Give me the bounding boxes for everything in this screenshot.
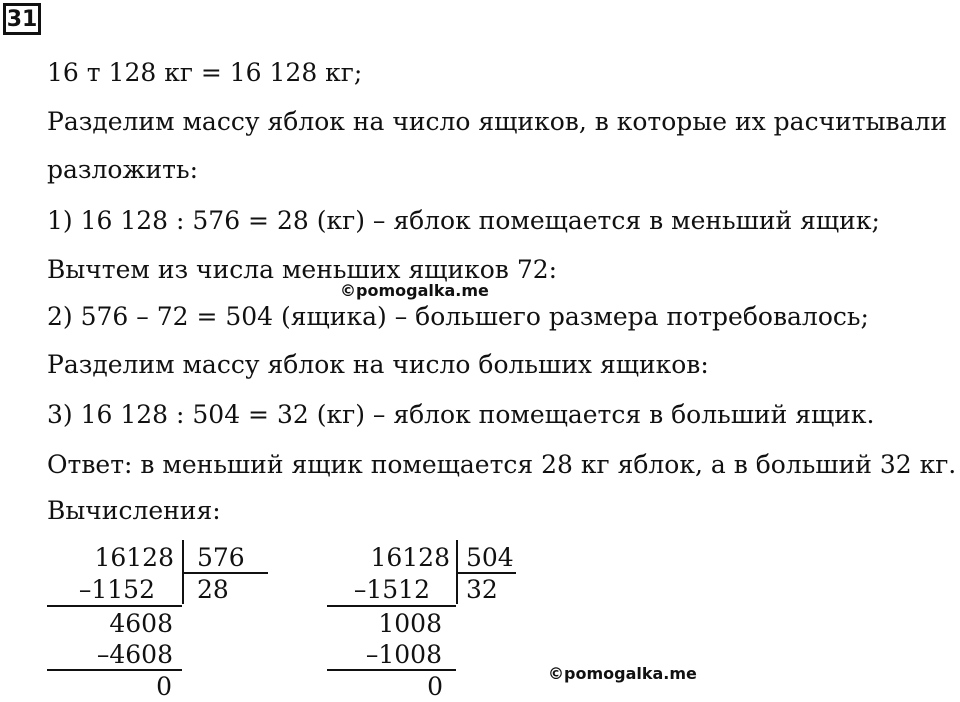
div2-underline-2 bbox=[327, 669, 456, 671]
div2-remainder-1: 1008 bbox=[378, 609, 442, 638]
text-line-5: Вычтем из числа меньших ящиков 72: bbox=[47, 255, 558, 284]
div1-remainder-1: 4608 bbox=[109, 609, 173, 638]
div2-dividend: 16128 bbox=[370, 543, 450, 572]
text-line-3: разложить: bbox=[47, 155, 199, 184]
div1-underline-2 bbox=[47, 669, 182, 671]
div2-subtrahend-1: –1512 bbox=[353, 575, 430, 604]
text-line-9: Ответ: в меньший ящик помещается 28 кг яблок, а в больший 32 кг. bbox=[47, 450, 957, 479]
text-line-10: Вычисления: bbox=[47, 496, 221, 525]
div1-dividend: 16128 bbox=[94, 543, 174, 572]
text-line-7: Разделим массу яблок на число больших ящиков: bbox=[47, 350, 709, 379]
div2-result: 0 bbox=[427, 672, 443, 701]
div2-quotient: 32 bbox=[466, 575, 498, 604]
div2-subtrahend-2: –1008 bbox=[365, 640, 442, 669]
text-line-6: 2) 576 – 72 = 504 (ящика) – большего размера потребовалось; bbox=[47, 302, 869, 331]
div1-quotient: 28 bbox=[197, 575, 229, 604]
watermark-top: ©pomogalka.me bbox=[340, 281, 489, 300]
task-number-badge: 31 bbox=[3, 3, 41, 35]
div1-result: 0 bbox=[156, 672, 172, 701]
div2-quotient-line bbox=[456, 572, 516, 574]
div1-subtrahend-1: –1152 bbox=[78, 575, 155, 604]
text-line-2: Разделим массу яблок на число ящиков, в которые их расчитывали bbox=[47, 107, 948, 136]
div1-underline-1 bbox=[47, 605, 182, 607]
text-line-8: 3) 16 128 : 504 = 32 (кг) – яблок помещается в больший ящик. bbox=[47, 400, 875, 429]
text-line-1: 16 т 128 кг = 16 128 кг; bbox=[47, 58, 363, 87]
text-line-4: 1) 16 128 : 576 = 28 (кг) – яблок помещается в меньший ящик; bbox=[47, 206, 880, 235]
div2-divisor: 504 bbox=[466, 543, 514, 572]
watermark-bottom: ©pomogalka.me bbox=[548, 664, 697, 683]
div1-subtrahend-2: –4608 bbox=[96, 640, 173, 669]
div1-quotient-line bbox=[182, 572, 268, 574]
div1-divisor: 576 bbox=[197, 543, 245, 572]
div2-underline-1 bbox=[327, 605, 456, 607]
